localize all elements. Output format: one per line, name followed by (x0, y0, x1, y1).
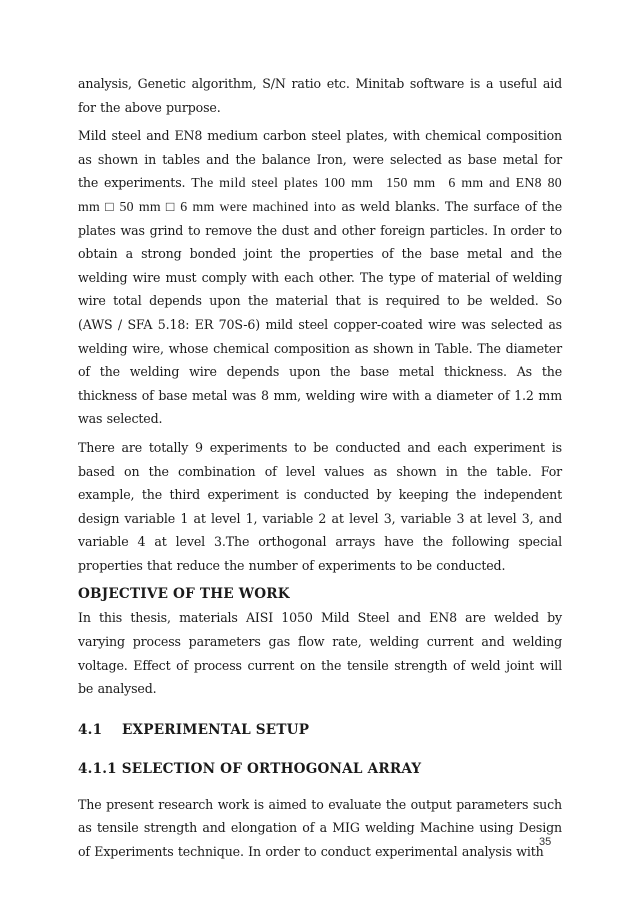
heading-objective: OBJECTIVE OF THE WORK (78, 586, 290, 603)
paragraph-experiments: There are totally 9 experiments to be conducted and each experiment is based on the combination of level values as shown in the table. For example, the third experiment is conducted by keeping the independent design variable 1 at level 1, variable 2 at level 3, variable 3 at level 3, and variable 4 at level 3.The orthogonal arrays have the following special properties that reduce the number of experiments to be conducted. (78, 439, 562, 573)
section-title: EXPERIMENTAL SETUP (122, 721, 310, 738)
section-number: 4.1 (78, 721, 103, 738)
plate-dimensions-text: The mild steel plates 100 mm 150 mm 6 mm and EN8 80 mm □ 50 mm □ 6 mm were machined into (78, 175, 562, 214)
page-number: 35 (539, 836, 552, 848)
heading-orthogonal-array: 4.1.1 SELECTION OF ORTHOGONAL ARRAY (78, 760, 422, 777)
materials-text-start: Mild steel and EN8 medium carbon steel plates, with chemical composition as shown in tables and the balance Iron, were selected as base metal for the experiments. (78, 128, 562, 191)
materials-text-end: as weld blanks. The surface of the plates was grind to remove the dust and other foreign particles. In order to obtain a strong bonded joint the properties of the base metal and the welding wire must comply with each other. The type of material of welding wire total depends upon the material that is required to be welded. So (AWS / SFA 5.18: ER 70S-6) mild steel copper-coated wire was selected as welding wire, whose chemical composition as shown in Table. The diameter of the welding wire depends upon the base metal thickness. As the thickness of base metal was 8 mm, welding wire with a diameter of 1.2 mm was selected. (78, 198, 562, 427)
paragraph-objective: In this thesis, materials AISI 1050 Mild Steel and EN8 are welded by varying process parameters gas flow rate, welding current and welding voltage. Effect of process current on the tensile strength of weld joint will be analysed. (78, 610, 562, 697)
paragraph-materials (78, 124, 562, 431)
paragraph-intro: analysis, Genetic algorithm, S/N ratio etc. Minitab software is a useful aid for the above purpose. (78, 76, 562, 115)
paragraph-research: The present research work is aimed to evaluate the output parameters such as tensile strength and elongation of a MIG welding Machine using Design of Experiments technique. In order to conduct experimental analysis with (78, 796, 562, 860)
document-page (78, 72, 562, 864)
heading-experimental-setup (78, 718, 562, 742)
